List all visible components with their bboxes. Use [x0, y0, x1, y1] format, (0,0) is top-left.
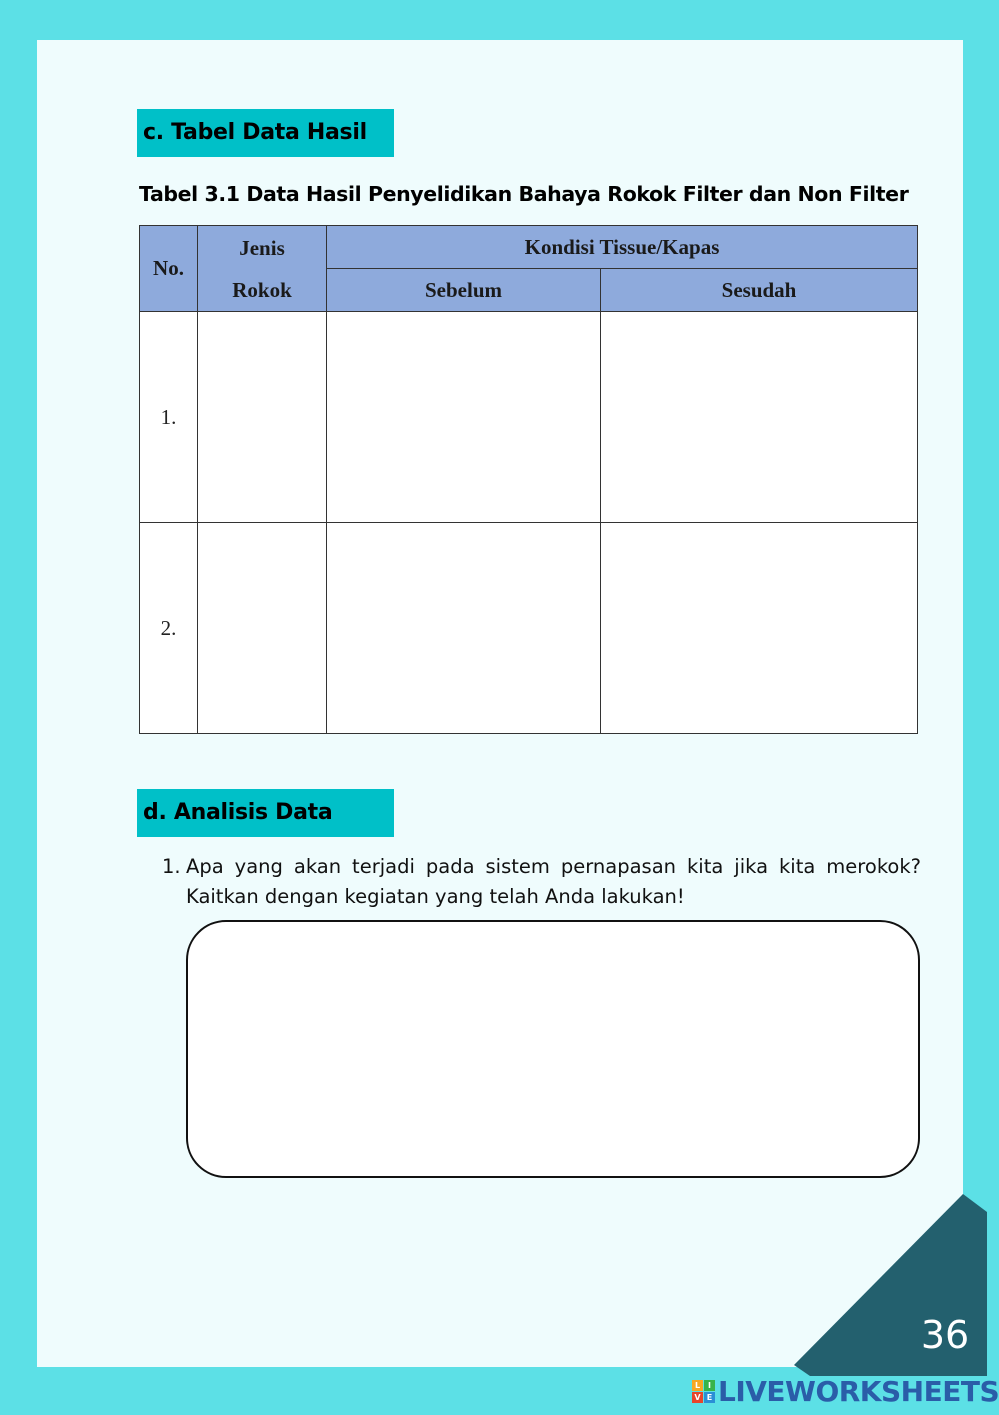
liveworksheets-logo	[692, 1372, 999, 1410]
question-list	[162, 852, 921, 912]
header-jenis-line1: Jenis	[239, 235, 285, 260]
sebelum-cell[interactable]	[327, 312, 601, 523]
sebelum-cell[interactable]	[327, 523, 601, 734]
section-d-label: d. Analisis Data	[137, 789, 394, 837]
data-table	[139, 225, 918, 734]
question-text: Apa yang akan terjadi pada sistem pernapasan kita jika kita merokok? Kaitkan dengan kegiatan yang telah Anda lakukan!	[186, 855, 921, 908]
row-number: 1.	[140, 312, 198, 523]
page-number: 36	[920, 1313, 970, 1357]
header-sebelum: Sebelum	[327, 269, 601, 312]
table-caption: Tabel 3.1 Data Hasil Penyelidikan Bahaya Rokok Filter dan Non Filter	[139, 182, 909, 206]
liveworksheets-wordmark: LIVEWORKSHEETS	[718, 1374, 999, 1408]
sesudah-cell[interactable]	[601, 312, 918, 523]
section-c-label: c. Tabel Data Hasil	[137, 109, 394, 157]
jenis-rokok-cell[interactable]	[198, 523, 327, 734]
liveworksheets-grid-icon: L I V E	[692, 1380, 715, 1403]
header-sesudah: Sesudah	[601, 269, 918, 312]
row-number: 2.	[140, 523, 198, 734]
answer-box[interactable]	[186, 920, 920, 1178]
sesudah-cell[interactable]	[601, 523, 918, 734]
jenis-rokok-cell[interactable]	[198, 312, 327, 523]
table-row	[140, 312, 918, 523]
header-jenis-rokok	[198, 226, 327, 312]
header-jenis-line2: Rokok	[232, 277, 292, 302]
header-no: No.	[140, 226, 198, 312]
table-row	[140, 523, 918, 734]
question-number: 1.	[162, 855, 181, 878]
header-kondisi: Kondisi Tissue/Kapas	[327, 226, 918, 269]
